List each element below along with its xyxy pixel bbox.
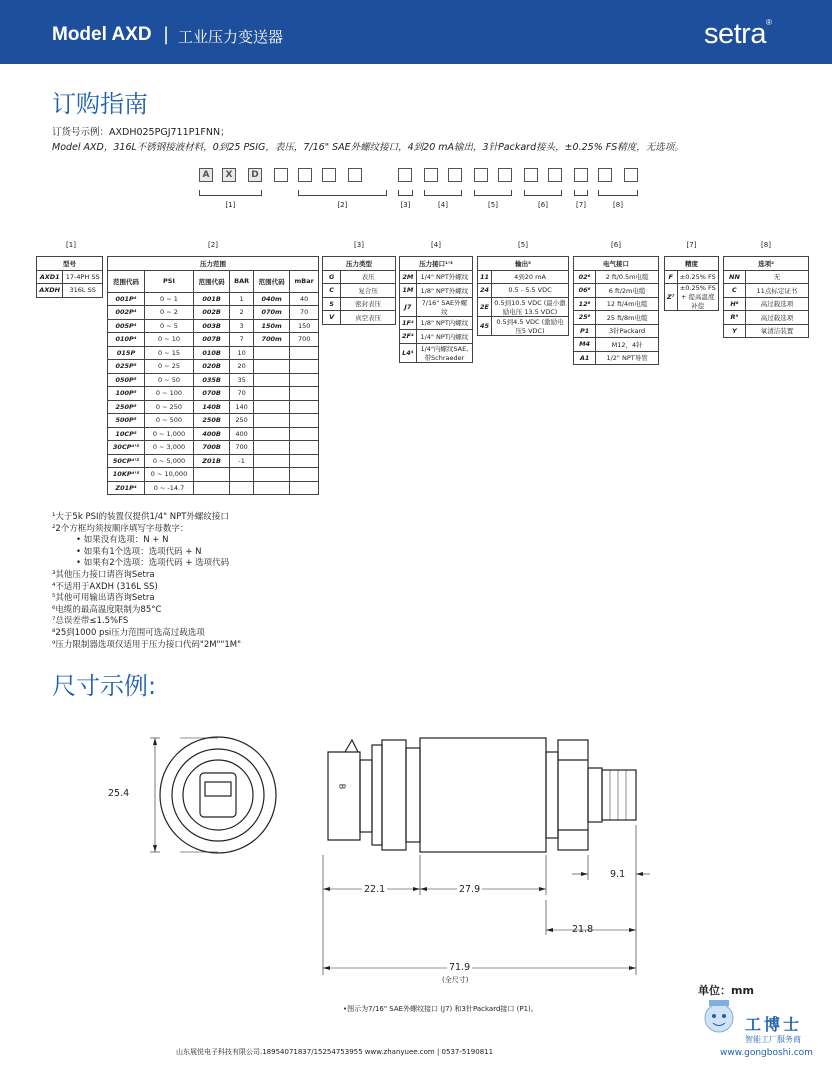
table-cell: 24 <box>478 284 492 298</box>
table-cell: 35 <box>230 373 254 387</box>
code-group-label: [5] <box>488 201 498 209</box>
connector-letter: B <box>337 783 347 790</box>
table-cell: 0.5到10.5 VDC (最小激励电压 13.5 VDC) <box>492 297 569 316</box>
table7-label: [7] <box>686 241 697 249</box>
table-cell: 0 ~ 500 <box>145 414 194 428</box>
table-cell: 007B <box>193 333 229 347</box>
footnote-line: ⁴不适用于AXDH (316L SS) <box>52 581 158 592</box>
table-cell: Y <box>724 324 746 338</box>
connector-latch <box>345 740 358 752</box>
table-cell: 250B <box>193 414 229 428</box>
table-cell: 400B <box>193 427 229 441</box>
table-cell: 2M <box>400 270 417 284</box>
table-cell: 001B <box>193 292 229 306</box>
footnote-line: ¹大于5k PSI的装置仅提供1/4" NPT外螺纹接口 <box>52 512 229 522</box>
table-cell: 500P⁵ <box>108 414 145 428</box>
title-separator: | <box>163 24 170 45</box>
pressure-range-header: 压力范围 <box>108 257 319 271</box>
table4-label: [4] <box>431 241 441 249</box>
table-cell: 005P⁴ <box>108 319 145 333</box>
logo-text: setra <box>704 18 766 50</box>
table-cell: AXDH <box>37 284 63 298</box>
table-cell: 70 <box>230 387 254 401</box>
footnote-line: • 如果有1个选项：选项代码 + N <box>76 546 202 557</box>
table-cell: -1 <box>230 454 254 468</box>
table-cell: 001P⁴ <box>108 292 145 306</box>
table-cell: 2 <box>230 306 254 320</box>
table-cell: 12⁶ <box>574 297 596 311</box>
table-cell: Z01B <box>193 454 229 468</box>
code-group-label: [7] <box>576 201 586 209</box>
table-cell: 氧清洁装置 <box>745 324 808 338</box>
ordering-guide-title: 订购指南 <box>52 90 148 118</box>
table-cell: 140 <box>230 400 254 414</box>
model-table-header: 型号 <box>37 257 103 271</box>
table-cell: 0 ~ -14.7 <box>145 481 194 495</box>
footnote-line: ⁵其他可用输出请咨询Setra <box>52 593 155 604</box>
pressure-port-header: 压力接口¹'³ <box>400 257 473 271</box>
dim-71-9: 71.9 <box>449 962 471 973</box>
table-cell: 040m <box>253 292 289 306</box>
table-cell: 06⁶ <box>574 284 596 298</box>
table-cell: 复合压 <box>341 284 396 298</box>
footnote-line: ⁶电缆的最高温度限制为85°C <box>52 604 162 615</box>
dim-27-9: 27.9 <box>459 884 481 895</box>
table-cell: 070m <box>253 306 289 320</box>
table-cell: 150m <box>253 319 289 333</box>
table-cell: V <box>323 311 341 325</box>
table-cell: 0 ~ 5,000 <box>145 454 194 468</box>
table-cell: 050P⁵ <box>108 373 145 387</box>
footnote-line: ⁹压力限制器选项仅适用于压力接口代码"2M""1M" <box>52 639 242 650</box>
table-cell: 0 ~ 25 <box>145 360 194 374</box>
code-group-label: [6] <box>538 201 548 209</box>
table-cell: 10 <box>230 346 254 360</box>
table-cell: C <box>323 284 341 298</box>
table-cell: 40 <box>290 292 319 306</box>
table-cell: 700 <box>230 441 254 455</box>
table-cell: A1 <box>574 351 596 365</box>
code-group-label: [1] <box>225 201 236 209</box>
table-cell: 11点标定证书 <box>745 284 808 298</box>
table-cell: 1F⁴ <box>400 316 417 330</box>
dim-9-1: 9.1 <box>610 869 626 880</box>
registered-mark: ® <box>765 18 772 27</box>
footnote-line: ⁸25到1000 psi压力范围可选高过载选项 <box>52 627 205 638</box>
table-cell: 密封表压 <box>341 297 396 311</box>
threaded-port <box>602 770 636 820</box>
front-pin-block <box>205 782 231 796</box>
footnote-line: • 如果有2个选项：选项代码 + 选项代码 <box>76 558 230 569</box>
model-title: Model AXD <box>52 24 152 45</box>
footnote-line: ⁷总误差带≤1.5%FS <box>52 616 129 627</box>
table2-label: [2] <box>208 241 218 249</box>
table-cell: 25⁶ <box>574 311 596 325</box>
table-cell: 20 <box>230 360 254 374</box>
table-cell: 表压 <box>341 270 396 284</box>
footnote-line: ²2个方框均须按顺序填写字母数字： <box>52 523 189 534</box>
electrical-header: 电气接口 <box>574 257 659 271</box>
table-cell: 无 <box>745 270 808 284</box>
hex-nut <box>558 740 588 850</box>
code-group-label: [4] <box>438 201 448 209</box>
front-outer-ring <box>160 737 276 853</box>
table-cell: 1M <box>400 284 417 298</box>
watermark-title: 工博士 <box>745 1015 803 1034</box>
table-cell: P1 <box>574 324 596 338</box>
table-cell: 250P⁵ <box>108 400 145 414</box>
footnote-line: ³其他压力接口请咨询Setra <box>52 569 155 580</box>
table-cell: 700 <box>290 333 319 347</box>
table-cell: 0 ~ 50 <box>145 373 194 387</box>
table-cell: 10KP⁴'⁵ <box>108 468 145 482</box>
product-subtitle: 工业压力变送器 <box>178 28 284 46</box>
code-box: A <box>199 168 213 182</box>
table-cell: AXD1 <box>37 270 63 284</box>
table-cell: 0 ~ 10,000 <box>145 468 194 482</box>
table-cell: 700B <box>193 441 229 455</box>
table-cell: 0.5到4.5 VDC (激励电压5 VDC) <box>492 316 569 335</box>
column-header: PSI <box>145 270 194 292</box>
table-cell: 002B <box>193 306 229 320</box>
table-cell: 4到20 mA <box>492 270 569 284</box>
code-box: X <box>222 168 236 182</box>
hex-neck <box>546 752 558 838</box>
drawing-caption: •图示为7/16" SAE外螺纹接口 (J7) 和3针Packard接口 (P1)。 <box>343 1005 538 1013</box>
code-group-label: [2] <box>337 201 348 209</box>
table-cell: 10CP⁵ <box>108 427 145 441</box>
table-cell: 2 ft/0.5m电缆 <box>596 270 659 284</box>
table-cell: R⁹ <box>724 311 746 325</box>
table-cell: 50CP⁴'⁵ <box>108 454 145 468</box>
table-cell: H⁸ <box>724 297 746 311</box>
table-cell: 0 ~ 5 <box>145 319 194 333</box>
table5-label: [5] <box>518 241 528 249</box>
table-cell: 02⁶ <box>574 270 596 284</box>
table-cell: 0 ~ 2 <box>145 306 194 320</box>
table-cell: 250 <box>230 414 254 428</box>
table-cell: 0 ~ 10 <box>145 333 194 347</box>
table-cell: 1/8" NPT内螺纹 <box>416 316 472 330</box>
column-header: 范围代码 <box>253 270 289 292</box>
table-cell: 0.5 - 5.5 VDC <box>492 284 569 298</box>
flange-3 <box>406 748 420 842</box>
table-cell: M12，4针 <box>596 338 659 352</box>
table-cell: 035B <box>193 373 229 387</box>
flange-1 <box>372 745 382 845</box>
column-header: 范围代码 <box>108 270 145 292</box>
table-cell: 1/4" NPT外螺纹 <box>416 270 472 284</box>
table-cell: 6 ft/2m电缆 <box>596 284 659 298</box>
transmitter-body <box>420 738 546 852</box>
code-box: D <box>248 168 262 182</box>
table3-label: [3] <box>354 241 364 249</box>
table-cell: G <box>323 270 341 284</box>
table-cell: 150 <box>290 319 319 333</box>
table-cell: 0 ~ 250 <box>145 400 194 414</box>
dimensions-title: 尺寸示例: <box>52 672 157 700</box>
mascot-icon <box>700 996 738 1042</box>
table-cell: 2E <box>478 297 492 316</box>
thread-neck <box>588 768 602 822</box>
table-cell: L4⁴ <box>400 343 417 362</box>
table-cell: 025P⁵ <box>108 360 145 374</box>
table-cell: Z01P⁴ <box>108 481 145 495</box>
table-cell: 1/4" NPT内螺纹 <box>416 330 472 344</box>
table-cell: 0 ~ 3,000 <box>145 441 194 455</box>
dim-25-4: 25.4 <box>108 788 130 799</box>
table-cell: 3 <box>230 319 254 333</box>
table-cell: NN <box>724 270 746 284</box>
table-cell: 25 ft/8m电缆 <box>596 311 659 325</box>
table-cell: 400 <box>230 427 254 441</box>
order-example-code: 订货号示例：AXDH025PGJ711P1FNN； <box>52 127 230 138</box>
table-cell: M4 <box>574 338 596 352</box>
table-cell: 1/2" NPT导管 <box>596 351 659 365</box>
dim-22-1: 22.1 <box>364 884 386 895</box>
table-cell: 0 ~ 1,000 <box>145 427 194 441</box>
pressure-type-header: 压力类型 <box>323 257 396 271</box>
table-cell: 1/4"内螺纹SAE, 带Schraeder <box>416 343 472 362</box>
column-header: mBar <box>290 270 319 292</box>
table-cell: 45 <box>478 316 492 335</box>
table-cell: 070B <box>193 387 229 401</box>
table-cell: S <box>323 297 341 311</box>
accuracy-header: 精度 <box>665 257 719 271</box>
footer-contact: 山东展悦电子科技有限公司.18954071837/15254753955 www.zhanyuee.com | 0537-5190811 <box>176 1048 494 1056</box>
table-cell: 0 ~ 100 <box>145 387 194 401</box>
table-cell: 020B <box>193 360 229 374</box>
dim-21-8: 21.8 <box>572 924 594 935</box>
table-cell: 1/8" NPT外螺纹 <box>416 284 472 298</box>
table-cell: 0 ~ 1 <box>145 292 194 306</box>
table-cell: C <box>724 284 746 298</box>
options-header: 选项² <box>724 257 809 271</box>
table-cell: 100P⁵ <box>108 387 145 401</box>
table-cell: 11 <box>478 270 492 284</box>
table6-label: [6] <box>611 241 621 249</box>
code-group-label: [3] <box>400 201 411 209</box>
watermark-subtitle: 智能工厂服务商 <box>745 1035 801 1044</box>
connector-housing <box>328 752 360 840</box>
table-cell: 316L SS <box>63 284 103 298</box>
code-group-label: [8] <box>613 201 623 209</box>
table8-label: [8] <box>761 241 771 249</box>
output-header: 输出⁵ <box>478 257 569 271</box>
table-cell: 3针Packard <box>596 324 659 338</box>
dim-71-9-note: (全尺寸) <box>442 976 469 984</box>
table-cell: 700m <box>253 333 289 347</box>
table-cell: F <box>665 270 678 284</box>
table-cell: 高过载选项 <box>745 297 808 311</box>
table-cell: Z⁷ <box>665 284 678 311</box>
flange-2 <box>382 740 406 850</box>
table-cell: ±0.25% FS + 提高温度补偿 <box>677 284 718 311</box>
table-cell: 真空表压 <box>341 311 396 325</box>
table-cell: 002P⁴ <box>108 306 145 320</box>
table-cell: 140B <box>193 400 229 414</box>
footnote-line: • 如果没有选项：N + N <box>76 535 169 546</box>
table-cell: 17-4PH SS <box>63 270 103 284</box>
table-cell: 010P⁴ <box>108 333 145 347</box>
table-cell: 70 <box>290 306 319 320</box>
table-cell: 003B <box>193 319 229 333</box>
table-cell: 010B <box>193 346 229 360</box>
table-cell: 30CP⁴'⁵ <box>108 441 145 455</box>
column-header: 范围代码 <box>193 270 229 292</box>
unit-label: 单位：mm <box>698 984 754 997</box>
table-cell: 7 <box>230 333 254 347</box>
table-cell: 7/16" SAE外螺纹 <box>416 297 472 316</box>
table1-label: [1] <box>66 241 76 249</box>
table-cell: 015P <box>108 346 145 360</box>
watermark-url: www.gongboshi.com <box>720 1048 813 1058</box>
front-connector-ring <box>183 760 253 830</box>
table-cell: 2F⁴ <box>400 330 417 344</box>
order-example-description: Model AXD，316L不锈钢接液材料，0到25 PSIG，表压，7/16" SAE外螺纹接口，4到20 mA输出，3针Packard接头，±0.25% FS精度，无选项。 <box>52 142 684 153</box>
table-cell: 高过载选项 <box>745 311 808 325</box>
table-cell: ±0.25% FS <box>677 270 718 284</box>
connector-collar <box>360 760 372 832</box>
table-cell: 0 ~ 15 <box>145 346 194 360</box>
table-cell: J7 <box>400 297 417 316</box>
front-inner-ring <box>172 749 264 841</box>
table-cell: 1 <box>230 292 254 306</box>
table-cell: 12 ft/4m电缆 <box>596 297 659 311</box>
column-header: BAR <box>230 270 254 292</box>
